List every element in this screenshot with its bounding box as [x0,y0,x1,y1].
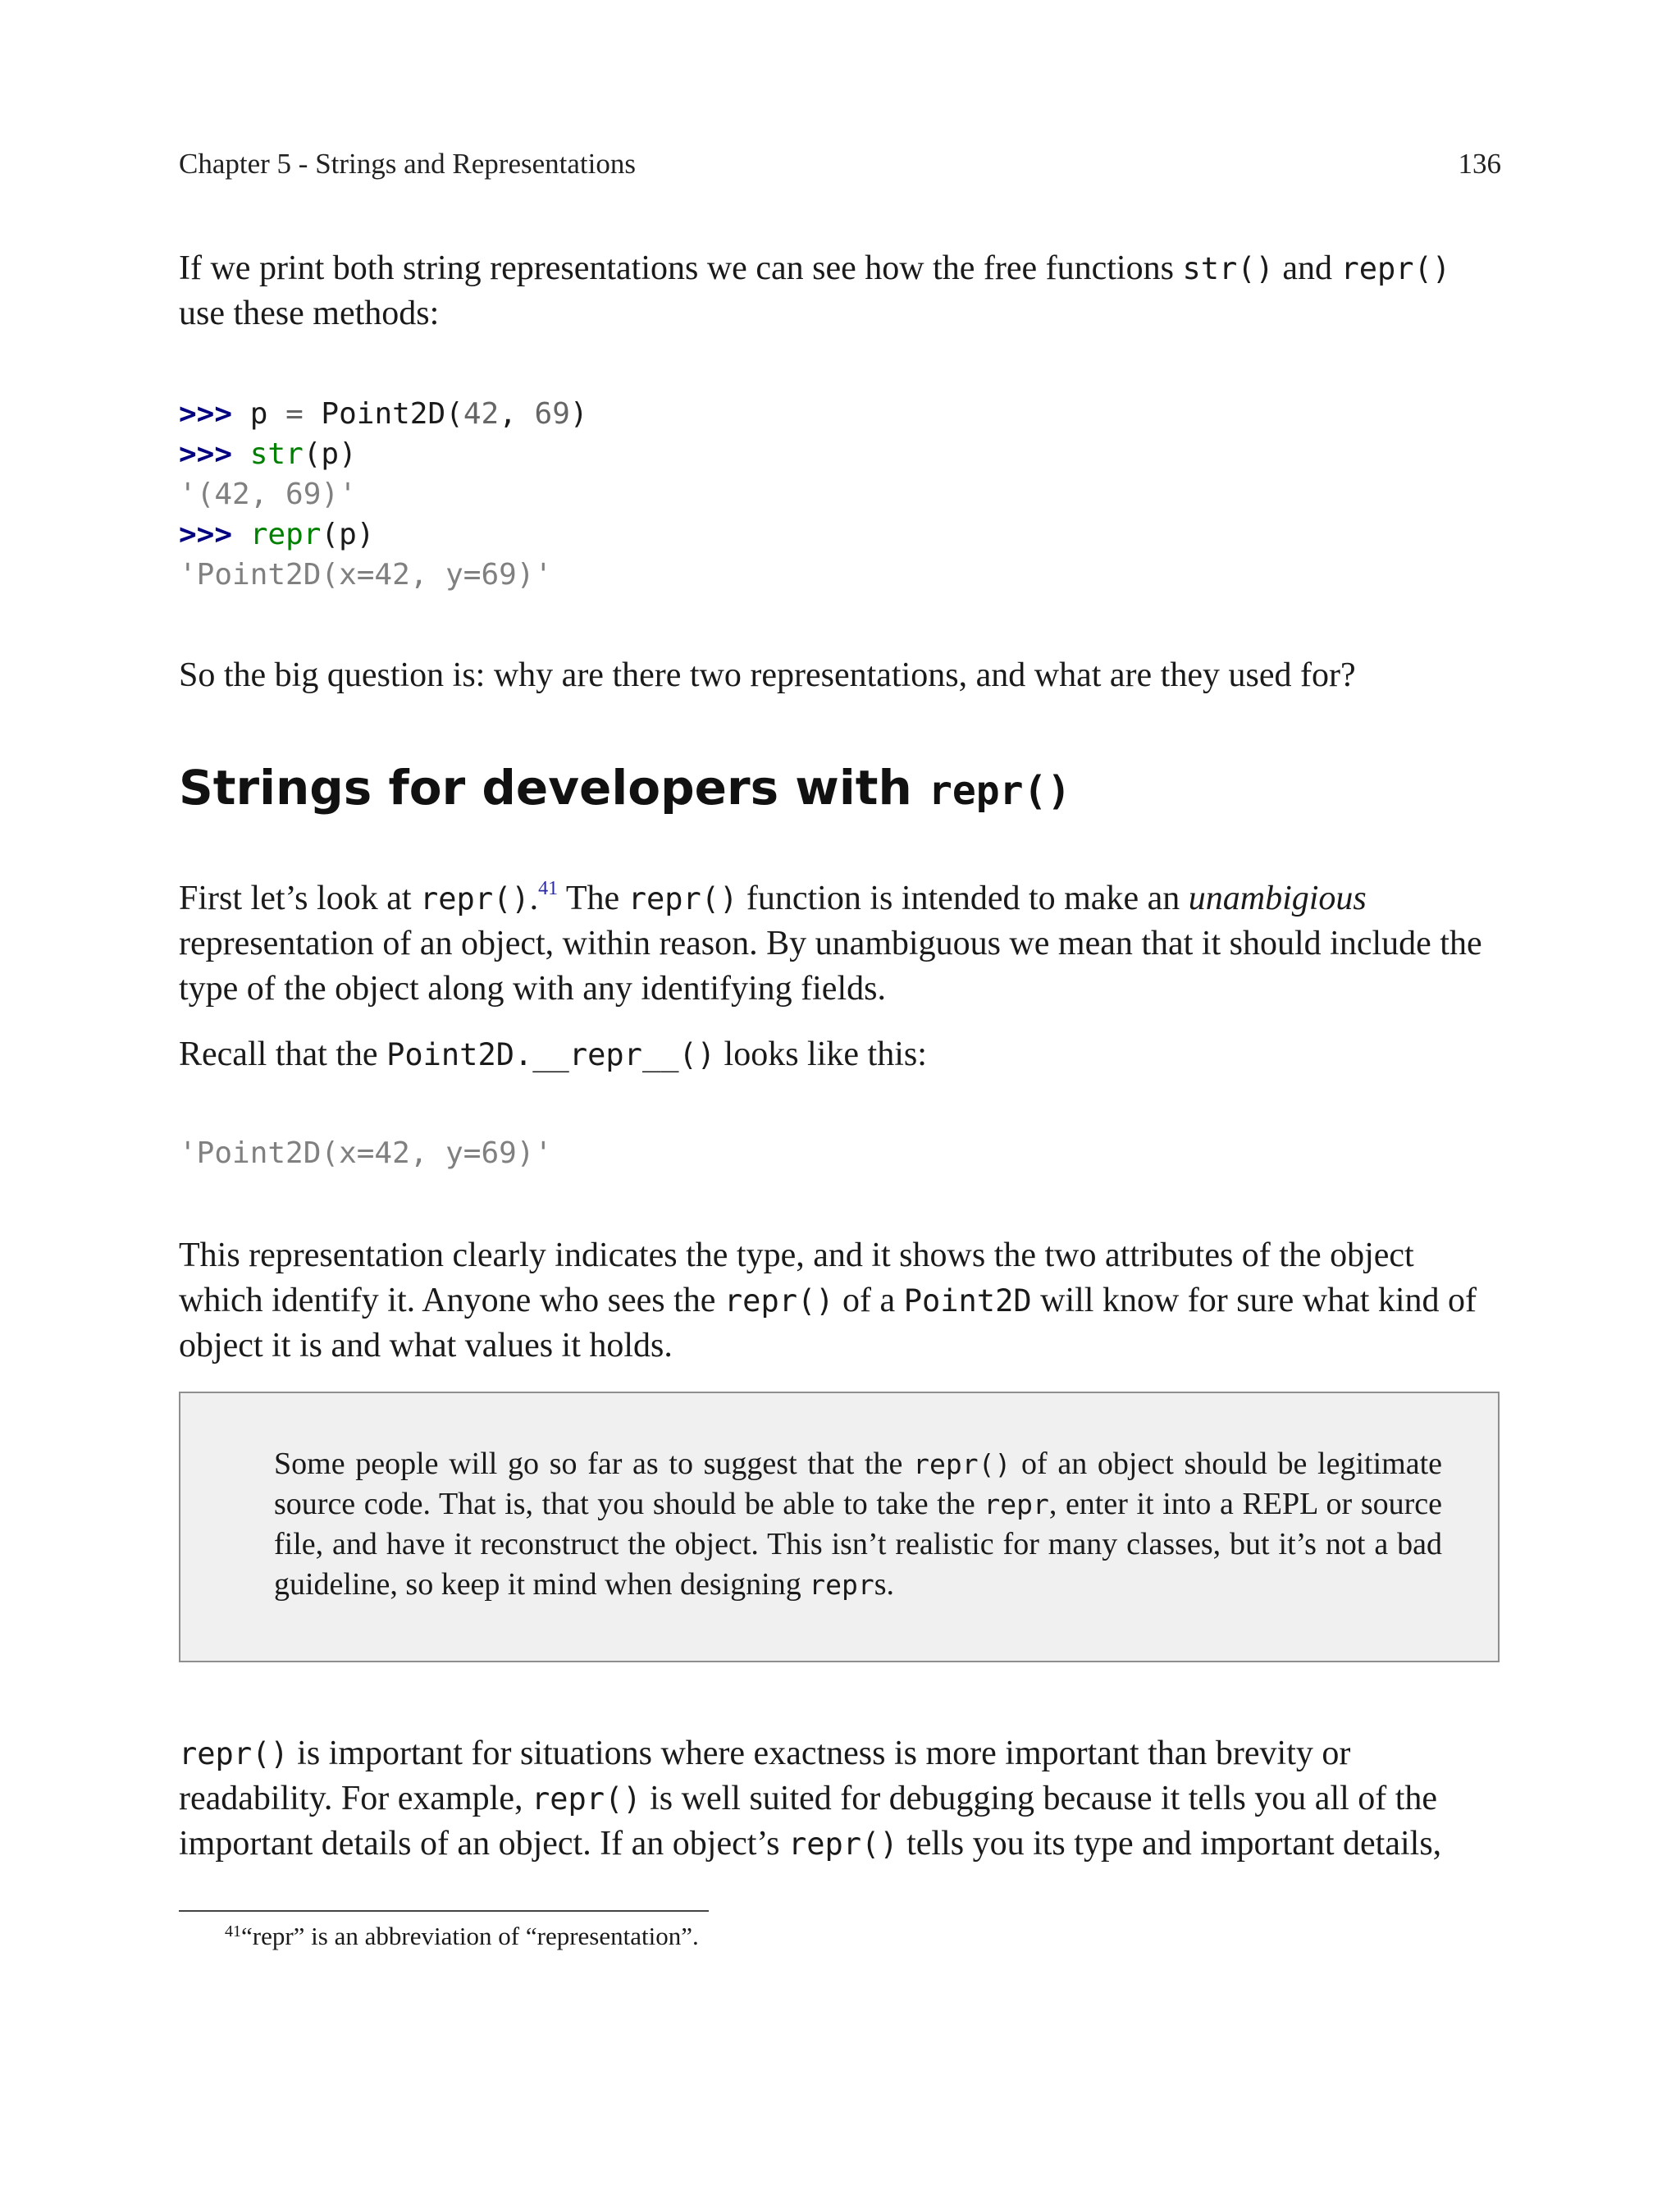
inline-code: repr() [913,1448,1011,1480]
inline-code: repr() [179,1736,289,1771]
repr-intro-paragraph: First let’s look at repr().$^{41}$ The repr() function is intended to make an unambigious representation of an object, within reason. By unambiguous we mean that it should include the type of the object along with any identifying fields. [179,878,1482,1008]
inline-code: repr() [724,1283,834,1319]
recall-paragraph: Recall that the Point2D.__repr__() looks like this: [179,1035,927,1073]
code-block-repl: >>> p = Point2D(42, 69) >>> str(p) '(42, 69)' >>> repr(p) 'Point2D(x=42, y=69)' [179,397,588,592]
footnote-number: 41 [225,1922,241,1940]
representation-paragraph: This representation clearly indicates the type, and it shows the two attributes of the object which identify it. Anyone who sees the repr() of a Point2D will know for sure what kind of object it is and what values it holds. [179,1236,1477,1364]
intro-paragraph: If we print both string representations we can see how the free functions str() and repr() use these methods: [179,249,1451,332]
chapter-title: Chapter 5 - Strings and Representations [179,148,636,180]
aside-box [179,1392,1500,1662]
inline-code: Point2D [903,1283,1032,1319]
question-paragraph: So the big question is: why are there two representations, and what are they used for? [179,656,1356,694]
inline-code: repr() [628,881,738,917]
inline-code: str() [1182,251,1274,286]
emphasis: unambigious [1188,880,1367,917]
code-block-repr-output: 'Point2D(x=42, y=69)' [179,1136,553,1170]
footnote-reference[interactable]: 41 [538,878,559,899]
inline-code: repr() [531,1781,641,1817]
aside-text: Some people will go so far as to suggest that the repr() of an object should be legitimate source code. That is, that you should be able to take the repr, enter it into a REPL or source file, and have it reconstruct the object. This isn’t realistic for many classes, but it’s not a bad guideline, so keep it mind when designing reprs. [274,1447,1442,1602]
inline-code: repr [984,1488,1049,1520]
debugging-paragraph: repr() is important for situations where exactness is more important than brevity or readability. For example, repr() is well suited for debugging because it tells you all of the important details of an object. If an object’s repr() tells you its type and important details, [179,1735,1442,1863]
footnote-divider [179,1910,709,1912]
inline-code: Point2D.__repr__() [386,1037,716,1072]
page-number: 136 [1458,148,1501,180]
section-heading: Strings for developers with repr() [179,760,1071,816]
inline-code: repr() [420,881,530,917]
footnote [225,1920,699,1953]
footnote-text: “repr” is an abbreviation of “representation”. [241,1922,699,1950]
inline-code: repr() [1340,251,1451,286]
inline-code: repr [809,1569,874,1601]
inline-code: repr() [788,1826,898,1862]
